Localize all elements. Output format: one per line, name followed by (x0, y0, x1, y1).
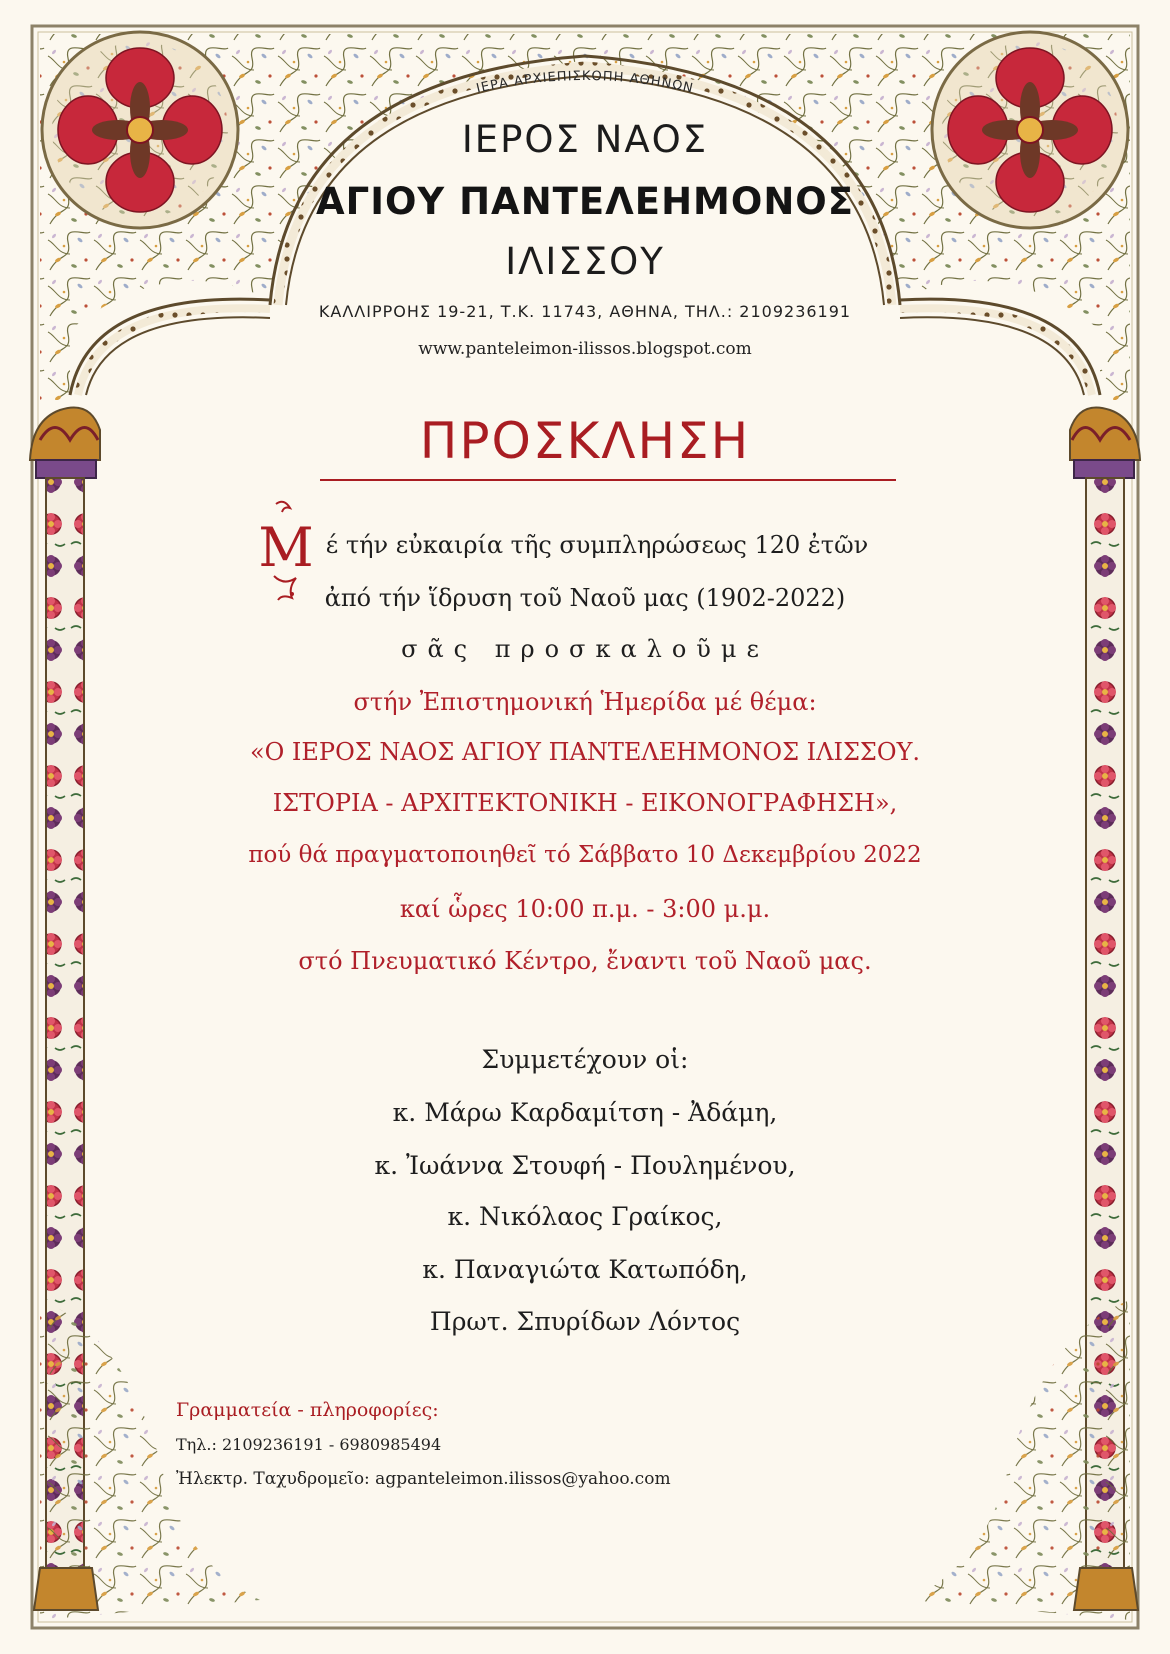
body-line-5: «Ο ΙΕΡΟΣ ΝΑΟΣ ΑΓΙΟΥ ΠΑΝΤΕΛΕΗΜΟΝΟΣ ΙΛΙΣΣΟΥ. (249, 738, 921, 766)
participant-name: Πρωτ. Σπυρίδων Λόντος (429, 1307, 741, 1336)
body-line-2: ἀπό τήν ἵδρυση τοῦ Ναοῦ μας (1902-2022) (324, 584, 846, 612)
contact-heading: Γραμματεία - πληροφορίες: (176, 1399, 439, 1421)
body-line-7: πού θά πραγματοποιηθεῖ τό Σάββατο 10 Δεκεμβρίου 2022 (248, 842, 922, 868)
participant-name: κ. Παναγιώτα Κατωπόδη, (422, 1255, 748, 1284)
body-line-9: στό Πνευματικό Κέντρο, ἔναντι τοῦ Ναοῦ μας. (298, 947, 872, 975)
church-address: ΚΑΛΛΙΡΡΟΗΣ 19-21, Τ.Κ. 11743, ΑΘΗΝΑ, ΤΗΛ.: 2109236191 (318, 302, 852, 321)
body-line-1 (0, 531, 1170, 559)
church-place: ΙΛΙΣΣΟΥ (505, 240, 665, 283)
church-name: ΑΓΙΟΥ ΠΑΝΤΕΛΕΗΜΟΝΟΣ (315, 180, 855, 223)
participant-name: κ. Ἰωάννα Στουφή - Πουλημένου, (374, 1151, 796, 1180)
church-website-link[interactable]: www.panteleimon-ilissos.blogspot.com (418, 339, 752, 359)
participant-name: κ. Μάρω Καρδαμίτση - Ἀδάμη, (392, 1098, 778, 1127)
contact-email-link[interactable]: Ἠλεκτρ. Ταχυδρομεῖο: agpanteleimon.ilissos@yahoo.com (176, 1469, 671, 1489)
body-line-6: ΙΣΤΟΡΙΑ - ΑΡΧΙΤΕΚΤΟΝΙΚΗ - ΕΙΚΟΝΟΓΡΑΦΗΣΗ», (272, 789, 898, 817)
dropcap-letter: Μ (258, 516, 314, 579)
body-line-3: σᾶς προσκαλοῦμε (401, 635, 769, 663)
invitation-title: ΠΡΟΣΚΛΗΣΗ (419, 412, 751, 470)
archdiocese-text: ΙΕΡΑ ΑΡΧΙΕΠΙΣΚΟΠΗ ΑΘΗΝΩΝ (474, 68, 696, 97)
body-line-1-text: έ τήν εὐκαιρία τῆς συμπληρώσεως 120 ἐτῶν (325, 531, 869, 559)
participants-heading: Συμμετέχουν οἱ: (481, 1045, 689, 1074)
participant-name: κ. Νικόλαος Γραίκος, (447, 1202, 723, 1231)
church-type: ΙΕΡΟΣ ΝΑΟΣ (461, 118, 709, 161)
body-line-4: στήν Ἐπιστημονική Ἡμερίδα μέ θέμα: (353, 688, 817, 716)
title-divider (320, 479, 896, 481)
body-line-8: καί ὧρες 10:00 π.μ. - 3:00 μ.μ. (399, 895, 771, 923)
contact-phone: Τηλ.: 2109236191 - 6980985494 (176, 1435, 442, 1454)
